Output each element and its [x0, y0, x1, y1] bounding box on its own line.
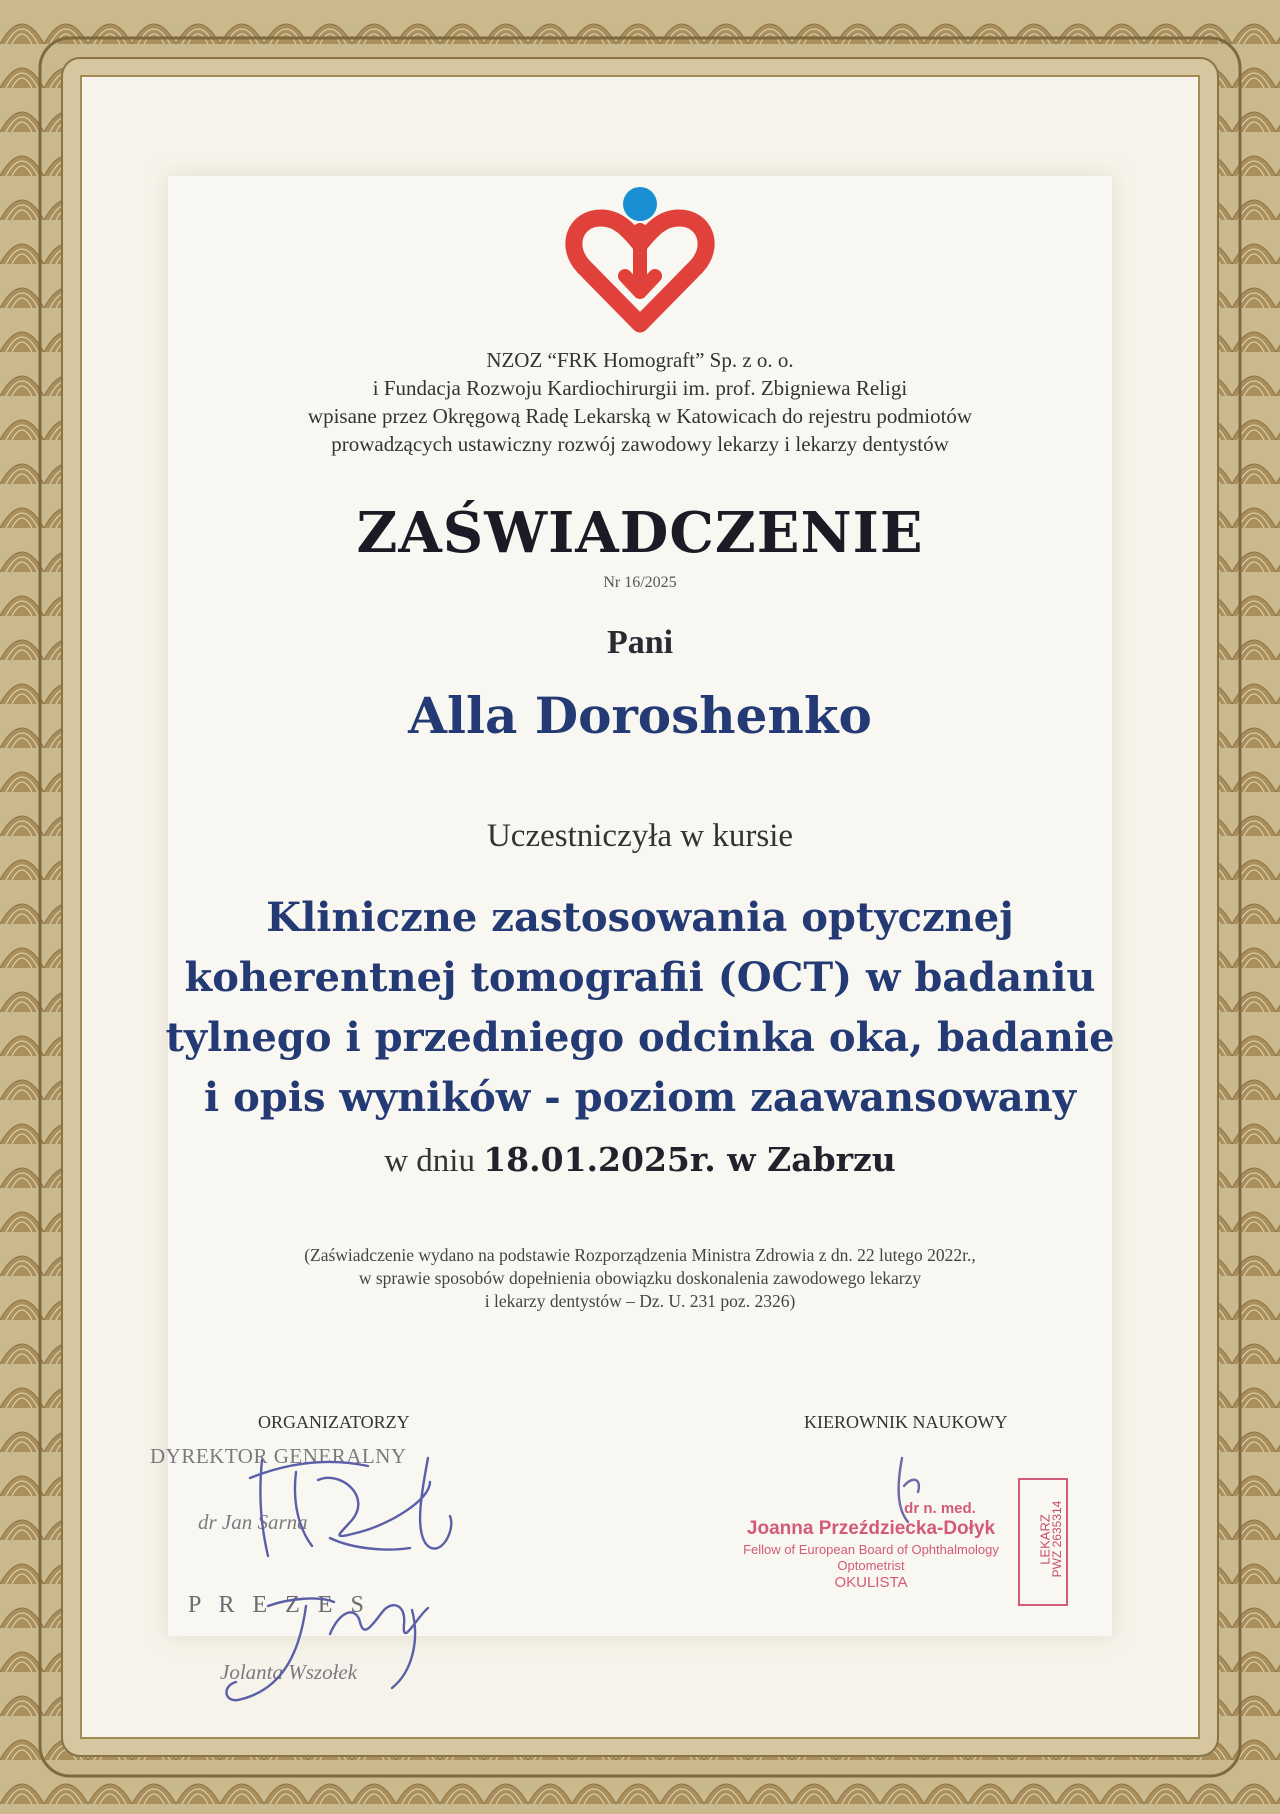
scientific-head-heading: KIEROWNIK NAUKOWY	[804, 1412, 1008, 1432]
director-stamp-name: dr Jan Sarna	[198, 1510, 308, 1534]
doctor-degree: dr n. med.	[904, 1500, 976, 1517]
header-line: prowadzących ustawiczny rozwój zawodowy lekarzy i lekarzy dentystów	[331, 432, 949, 456]
date-prefix: w dniu	[384, 1143, 475, 1179]
doctor-specialty: OKULISTA	[834, 1574, 908, 1591]
scientific-head-signature	[899, 1458, 919, 1522]
doctor-name: Joanna Przeździecka-Dołyk	[746, 1518, 996, 1539]
participation-text: Uczestniczyła w kursie	[486, 818, 794, 854]
organizers-heading: ORGANIZATORZY	[258, 1412, 410, 1432]
certificate-title: ZAŚWIADCZENIE	[356, 500, 924, 566]
president-stamp-title: P R E Z E S	[188, 1592, 370, 1618]
header-line: NZOZ “FRK Homograft” Sp. z o. o.	[486, 348, 794, 372]
certificate-number: Nr 16/2025	[603, 574, 677, 591]
legal-line: w sprawie sposobów dopełnienia obowiązku doskonalenia zawodowego lekarzy	[358, 1268, 922, 1288]
recipient-name: Alla Doroshenko	[408, 686, 872, 745]
license-label: LEKARZ	[1037, 1514, 1053, 1565]
course-title-line: tylnego i przedniego odcinka oka, badanie	[165, 1014, 1115, 1061]
doctor-fellowship: Fellow of European Board of Ophthalmology	[743, 1542, 999, 1557]
course-title-line: koherentnej tomografii (OCT) w badaniu	[184, 954, 1096, 1001]
date-value: 18.01.2025r. w Zabrzu	[483, 1140, 896, 1179]
president-signature	[226, 1599, 428, 1701]
legal-line: i lekarzy dentystów – Dz. U. 231 poz. 2326)	[484, 1291, 796, 1311]
legal-line: (Zaświadczenie wydano na podstawie Rozporządzenia Ministra Zdrowia z dn. 22 lutego 2022r.,	[304, 1245, 976, 1265]
doctor-profession: Optometrist	[837, 1558, 905, 1573]
director-signature	[250, 1458, 451, 1556]
course-title-line: Kliniczne zastosowania optycznej	[266, 894, 1014, 941]
director-stamp-title: DYREKTOR GENERALNY	[150, 1444, 407, 1468]
president-stamp-name: Jolanta Wszołek	[220, 1660, 358, 1684]
salutation: Pani	[606, 624, 674, 661]
license-number: PWZ 2635314	[1050, 1500, 1064, 1578]
course-title-line: i opis wyników - poziom zaawansowany	[204, 1074, 1076, 1121]
header-line: i Fundacja Rozwoju Kardiochirurgii im. prof. Zbigniewa Religi	[372, 376, 908, 400]
header-line: wpisane przez Okręgową Radę Lekarską w Katowicach do rejestru podmiotów	[307, 404, 973, 428]
